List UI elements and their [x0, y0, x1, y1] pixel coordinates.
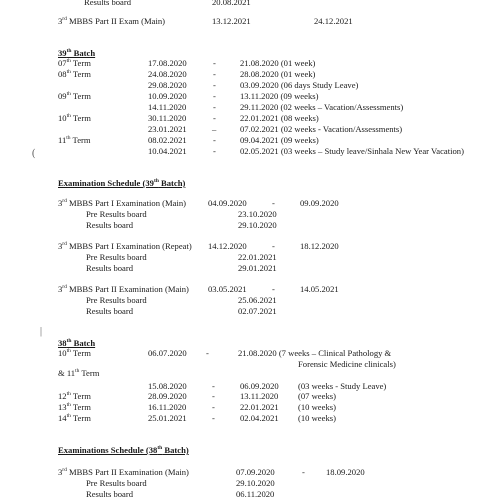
term-start-date: 14.11.2020	[148, 102, 187, 112]
term-dash: -	[213, 102, 216, 112]
results-label: Results board	[86, 263, 134, 273]
term-start-date: 10.09.2020	[148, 91, 187, 101]
term-label: 11th Term	[58, 135, 91, 145]
term-start-date: 29.08.2020	[148, 80, 187, 90]
term-start-date: 25.01.2021	[148, 413, 187, 423]
term-label: 10th Term	[58, 113, 91, 123]
term-end-detail: 07.02.2021 (02 weeks - Vacation/Assessments)	[240, 124, 403, 134]
pre-results-label: Pre Results board	[86, 252, 147, 262]
term-start-date: 17.08.2020	[148, 58, 187, 68]
term-end-date: 22.01.2021	[240, 402, 279, 412]
term-start-date: 28.09.2020	[148, 391, 187, 401]
batch39-heading: 39th Batch	[58, 48, 96, 58]
results-date: 29.01.2021	[238, 263, 277, 273]
exam-dash: -	[272, 198, 275, 208]
exam38-start: 07.09.2020	[236, 467, 275, 477]
exam38-heading: Examinations Schedule (38th Batch)	[58, 445, 189, 455]
term-start-date: 16.11.2020	[148, 402, 187, 412]
term-start-date: 08.02.2021	[148, 135, 187, 145]
term-dash: -	[213, 113, 216, 123]
term-start-date: 23.01.2021	[148, 124, 187, 134]
pre-results-date: 23.10.2020	[238, 209, 277, 219]
batch38-term10-label: 10th Term	[58, 348, 91, 358]
term-dash: -	[213, 69, 216, 79]
pre-results-date: 22.01.2021	[238, 252, 277, 262]
results-date: 02.07.2021	[238, 306, 277, 316]
term-start-date: 24.08.2020	[148, 69, 187, 79]
batch38-term11-label: & 11th Term	[58, 368, 100, 378]
term-dash: -	[212, 391, 215, 401]
batch38-heading: 38th Batch	[58, 338, 96, 348]
term-end-date: 13.11.2020	[240, 391, 279, 401]
results-label: Results board	[86, 306, 134, 316]
term-dash: -	[213, 91, 216, 101]
exam-title: 3rd MBBS Part I Examination (Main)	[58, 198, 186, 208]
exam-dash: -	[272, 284, 275, 294]
exam-end-date: 14.05.2021	[300, 284, 339, 294]
term-dash: -	[212, 381, 215, 391]
exam38-title: 3rd MBBS Part II Examination (Main)	[58, 467, 189, 477]
exam-dash: -	[272, 241, 275, 251]
part2-exam-start: 13.12.2021	[212, 16, 251, 26]
term-note: (10 weeks)	[298, 413, 336, 423]
term-end-detail: 29.11.2020 (02 weeks – Vacation/Assessments)	[240, 102, 404, 112]
term-dash: -	[213, 80, 216, 90]
exam38-pre-results-label: Pre Results board	[86, 478, 147, 488]
term-note: (03 weeks - Study Leave)	[298, 381, 387, 391]
results-board-date: 20.08.2021	[212, 0, 251, 7]
term-end-date: 06.09.2020	[240, 381, 279, 391]
exam-end-date: 09.09.2020	[300, 198, 339, 208]
term-dash: -	[212, 413, 215, 423]
term-label: 09th Term	[58, 91, 91, 101]
term-dash: -	[212, 402, 215, 412]
term-note: (07 weeks)	[298, 391, 336, 401]
exam38-results-label: Results board	[86, 489, 134, 499]
term-end-detail: 03.09.2020 (06 days Study Leave)	[240, 80, 359, 90]
batch38-term10-end-cont: Forensic Medicine clinicals)	[298, 359, 396, 369]
exam-end-date: 18.12.2020	[300, 241, 339, 251]
batch38-term10-dash: -	[206, 348, 209, 358]
term-end-detail: 21.08.2020 (01 week)	[240, 58, 316, 68]
batch38-term10-end: 21.08.2020 (7 weeks – Clinical Pathology &	[238, 348, 392, 358]
results-board-label: Results board	[84, 0, 132, 7]
exam-title: 3rd MBBS Part II Examination (Main)	[58, 284, 189, 294]
term-start-date: 15.08.2020	[148, 381, 187, 391]
exam38-end: 18.09.2020	[326, 467, 365, 477]
margin-mark-2: |	[40, 326, 43, 337]
exam-start-date: 04.09.2020	[208, 198, 247, 208]
exam-title: 3rd MBBS Part I Examination (Repeat)	[58, 241, 192, 251]
exam39-heading: Examination Schedule (39th Batch)	[58, 178, 186, 188]
term-start-date: 30.11.2020	[148, 113, 187, 123]
term-end-detail: 02.05.2021 (03 weeks – Study leave/Sinhala New Year Vacation)	[240, 146, 464, 156]
pre-results-date: 25.06.2021	[238, 295, 277, 305]
exam38-pre-results-date: 29.10.2020	[236, 478, 275, 488]
term-label: 08th Term	[58, 69, 91, 79]
exam-start-date: 03.05.2021	[208, 284, 247, 294]
results-label: Results board	[86, 220, 134, 230]
exam38-dash: -	[302, 467, 305, 477]
term-start-date: 10.04.2021	[148, 146, 187, 156]
term-end-date: 02.04.2021	[240, 413, 279, 423]
term-dash: -	[213, 135, 216, 145]
term-end-detail: 28.08.2020 (01 week)	[240, 69, 316, 79]
part2-exam-title: 3rd MBBS Part II Exam (Main)	[58, 16, 165, 26]
exam38-results-date: 06.11.2020	[236, 489, 275, 499]
batch38-term10-start: 06.07.2020	[148, 348, 187, 358]
part2-exam-end: 24.12.2021	[314, 16, 353, 26]
term-label: 14th Term	[58, 413, 91, 423]
exam-start-date: 14.12.2020	[208, 241, 247, 251]
margin-mark: (	[32, 148, 36, 159]
pre-results-label: Pre Results board	[86, 209, 147, 219]
term-end-detail: 09.04.2021 (09 weeks)	[240, 135, 319, 145]
pre-results-label: Pre Results board	[86, 295, 147, 305]
term-dash: –	[212, 124, 217, 134]
term-dash: -	[213, 58, 216, 68]
term-dash: -	[213, 146, 216, 156]
term-end-detail: 13.11.2020 (09 weeks)	[240, 91, 319, 101]
term-end-detail: 22.01.2021 (08 weeks)	[240, 113, 319, 123]
term-label: 13th Term	[58, 402, 91, 412]
term-note: (10 weeks)	[298, 402, 336, 412]
term-label: 12th Term	[58, 391, 91, 401]
term-label: 07th Term	[58, 58, 91, 68]
results-date: 29.10.2020	[238, 220, 277, 230]
